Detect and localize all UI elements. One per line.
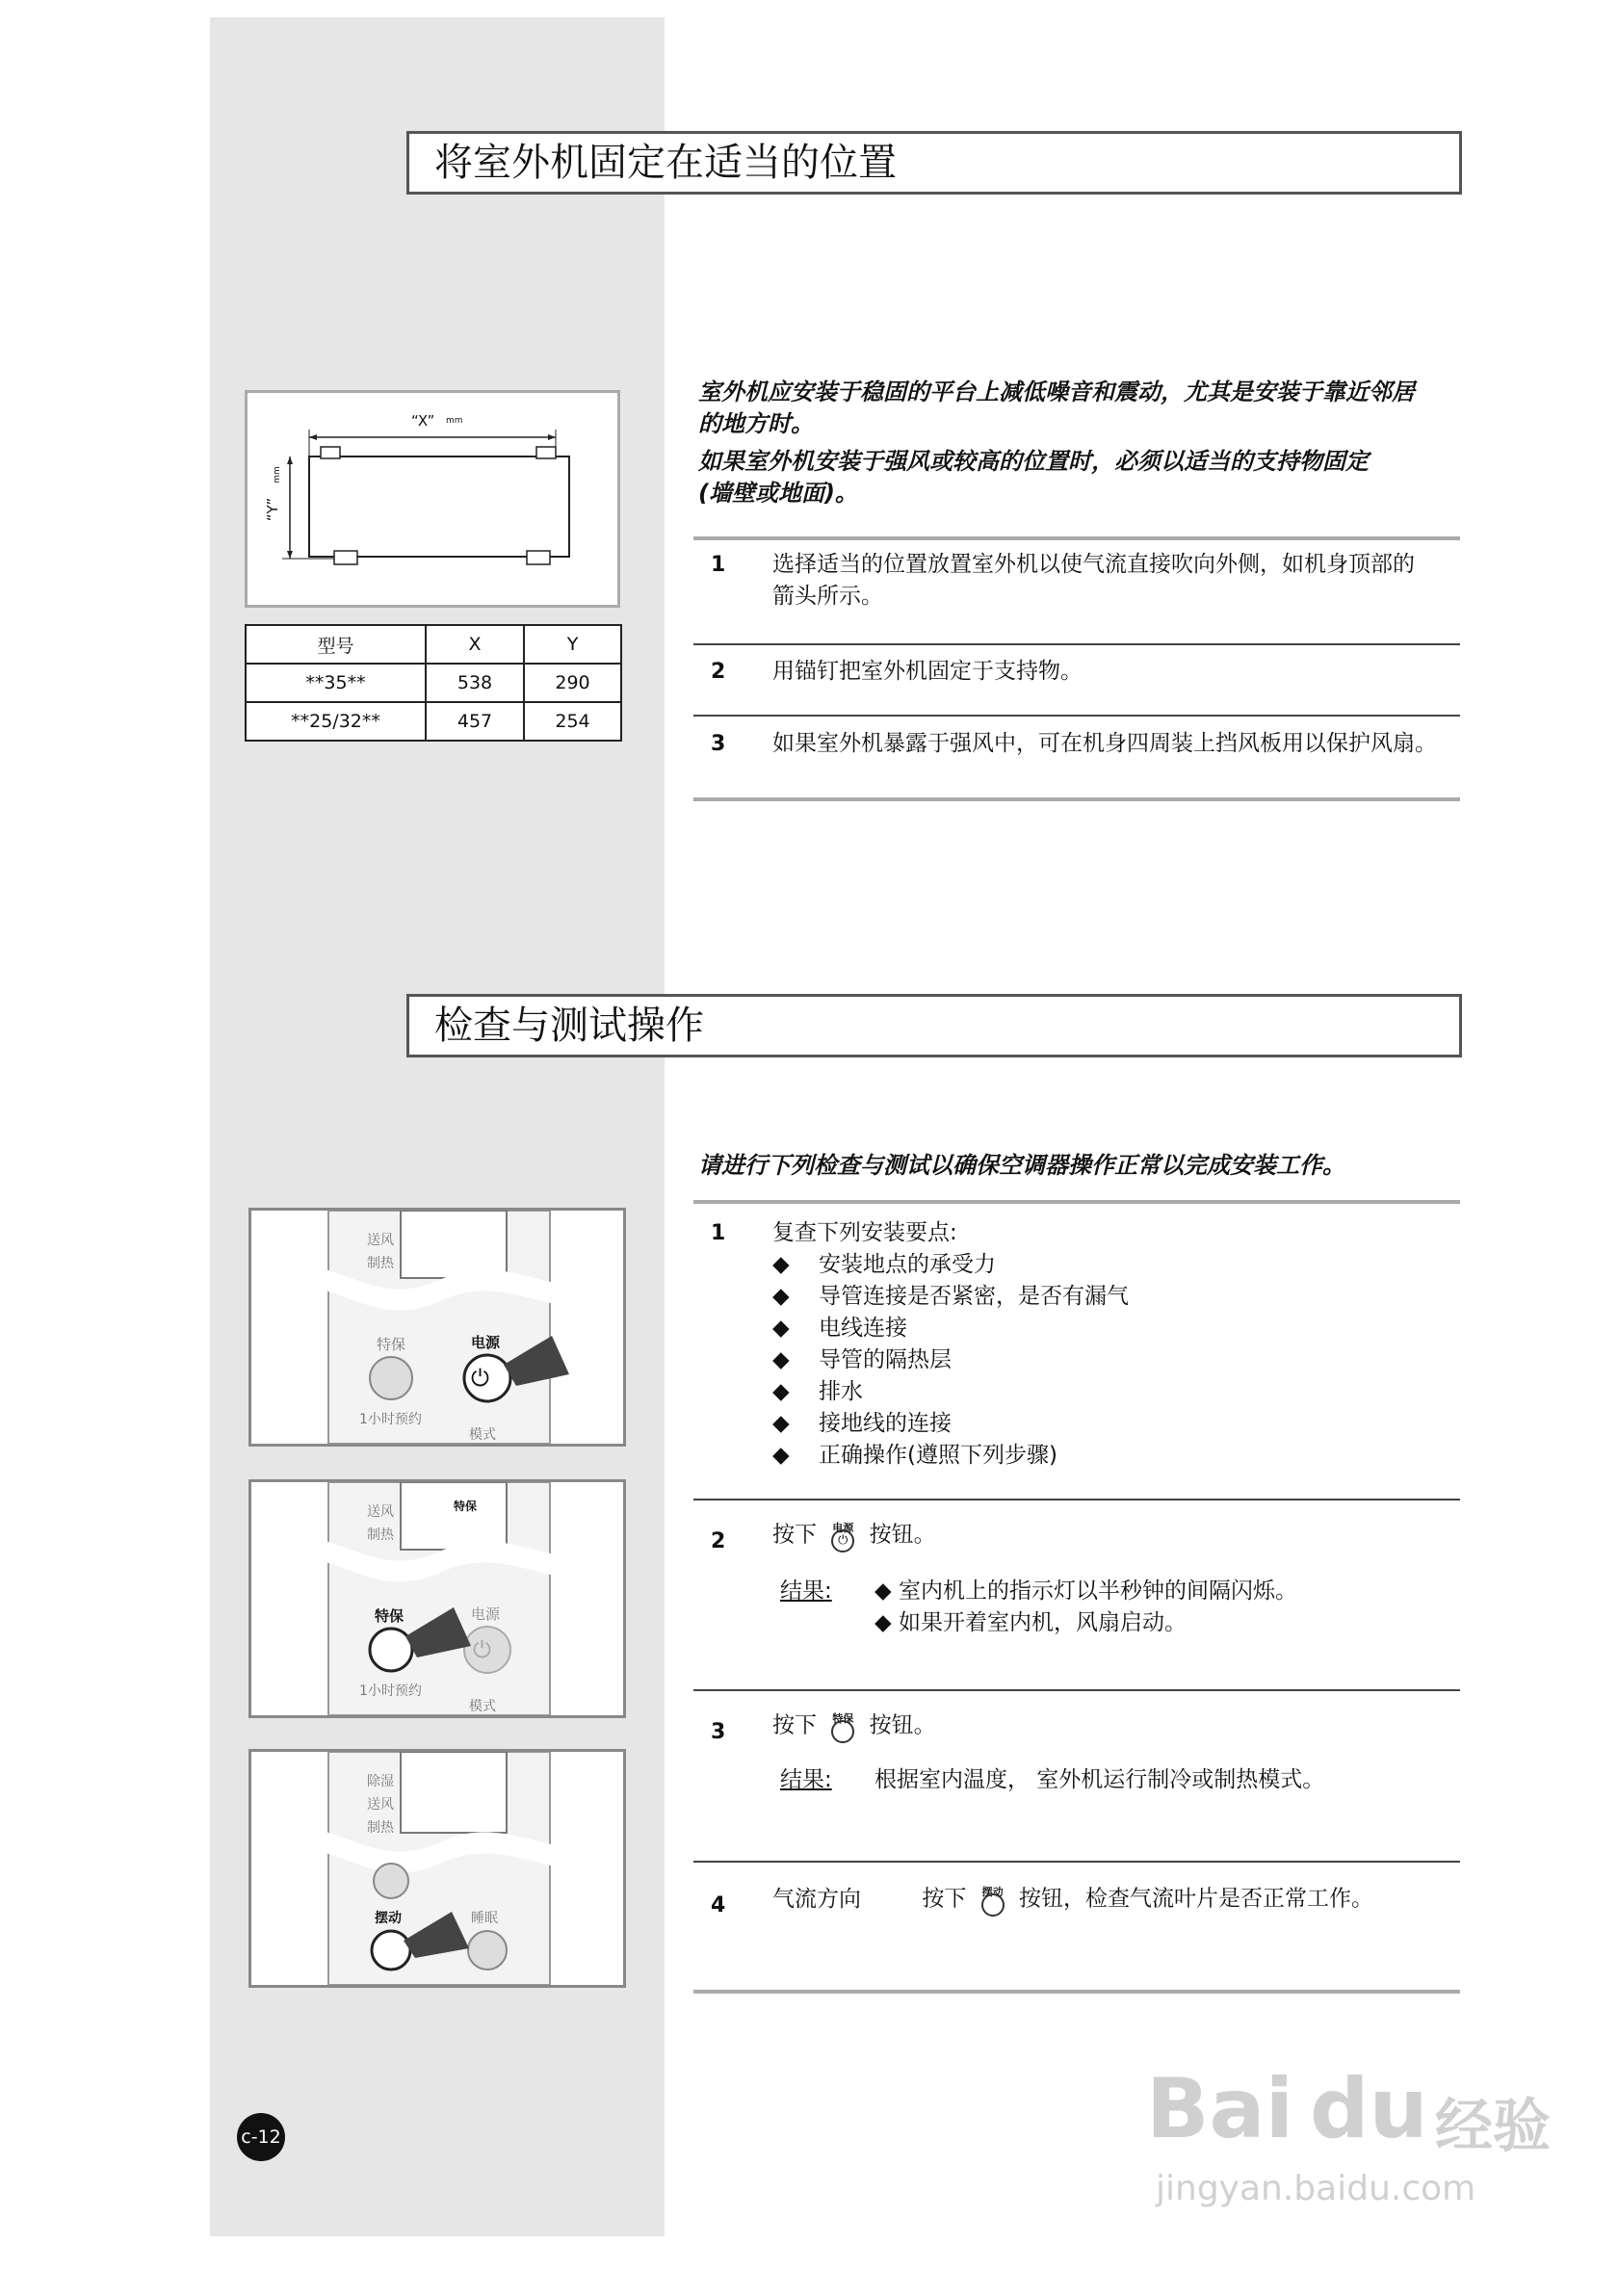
special-button-icon: 特保 xyxy=(823,1707,862,1745)
step-number: 3 xyxy=(711,1720,726,1744)
step-text: 选择适当的位置放置室外机以使气流直接吹向外侧，如机身顶部的 xyxy=(772,552,1415,577)
list-item: ◆ 排水 xyxy=(772,1379,863,1404)
divider xyxy=(693,643,1460,645)
divider xyxy=(693,1200,1460,1204)
x-unit-label: mm xyxy=(446,416,463,426)
divider xyxy=(693,1861,1460,1863)
timer-label: 1小时预约 xyxy=(359,1683,422,1699)
list-item: ◆ 接地线的连接 xyxy=(772,1411,952,1436)
remote-illustration-power xyxy=(248,1208,626,1447)
sleep-button-label: 睡眠 xyxy=(471,1911,498,1926)
baidu-watermark xyxy=(1146,2061,1551,2215)
table-row xyxy=(246,702,621,741)
step-text: 按下 xyxy=(772,1712,817,1738)
step-text: 如果室外机暴露于强风中，可在机身四周装上挡风板用以保护风扇。 xyxy=(772,731,1437,756)
mode-label: 送风 xyxy=(367,1797,394,1813)
list-item: ◆ 正确操作(遵照下列步骤) xyxy=(772,1443,1057,1468)
power-button-label: 电源 xyxy=(471,1605,501,1623)
table-row xyxy=(246,664,621,702)
mode-label: 送风 xyxy=(367,1504,394,1520)
step-text: 按钮。 xyxy=(869,1712,936,1738)
remote-illustration-special xyxy=(248,1479,626,1718)
intro-line: 的地方时。 xyxy=(698,410,814,437)
watermark-brand: du xyxy=(1310,2061,1428,2157)
divider xyxy=(693,797,1460,801)
step-text: 按钮。 xyxy=(869,1522,936,1548)
power-icon: ⏻ xyxy=(471,1365,489,1392)
section1-title: 将室外机固定在适当的位置 xyxy=(406,131,1462,195)
step-text: 复查下列安装要点: xyxy=(772,1220,957,1245)
display-text: 特保 xyxy=(454,1500,478,1513)
step-number: 1 xyxy=(711,553,726,577)
timer-label: 1小时预约 xyxy=(359,1412,422,1427)
mode-label: 制热 xyxy=(367,1256,394,1271)
result-label: 结果: xyxy=(780,1767,832,1792)
section1-intro xyxy=(698,377,1469,509)
watermark-sub: 经验 xyxy=(1435,2093,1551,2160)
power-icon: ⏻ xyxy=(473,1636,491,1663)
power-button-icon: 电源 ⏻ xyxy=(823,1516,862,1554)
table-cell: 254 xyxy=(524,702,621,741)
page-number: c-12 xyxy=(237,2113,285,2161)
step-number: 1 xyxy=(711,1221,726,1245)
list-item: ◆ 导管连接是否紧密，是否有漏气 xyxy=(772,1284,1129,1309)
list-item: ◆ 导管的隔热层 xyxy=(772,1347,952,1372)
result-label: 结果: xyxy=(780,1578,832,1604)
step-text: 按下 xyxy=(772,1522,817,1548)
divider xyxy=(693,536,1460,540)
step-text: 按下 xyxy=(922,1886,967,1912)
remote-illustration-swing xyxy=(248,1749,626,1988)
step-text: 按钮，检查气流叶片是否正常工作。 xyxy=(1018,1886,1373,1912)
result-text: ◆ 如果开着室内机，风扇启动。 xyxy=(874,1610,1187,1635)
table-cell: **35** xyxy=(246,664,426,702)
list-item: ◆ 电线连接 xyxy=(772,1316,907,1341)
step-text: 气流方向 xyxy=(772,1886,861,1912)
section2-title: 检查与测试操作 xyxy=(406,994,1462,1057)
divider xyxy=(693,1990,1460,1994)
step-text: 箭头所示。 xyxy=(772,584,883,609)
mode-label: 除湿 xyxy=(367,1774,394,1789)
dimension-table xyxy=(245,624,622,742)
y-unit-label: mm xyxy=(272,466,282,483)
result-text: 根据室内温度， 室外机运行制冷或制热模式。 xyxy=(874,1767,1325,1792)
divider xyxy=(693,715,1460,717)
intro-line: 室外机应安装于稳固的平台上减低噪音和震动，尤其是安装于靠近邻居 xyxy=(698,378,1415,405)
list-item: ◆ 安装地点的承受力 xyxy=(772,1252,996,1277)
swing-button-icon: 摆动 xyxy=(974,1880,1012,1918)
table-header: 型号 xyxy=(246,625,426,664)
step-number: 3 xyxy=(711,732,726,756)
y-dimension-label: “Y” xyxy=(264,497,282,522)
mode-label: 制热 xyxy=(367,1527,394,1543)
table-cell: 457 xyxy=(426,702,524,741)
special-button-label: 特保 xyxy=(377,1336,406,1353)
step-number: 4 xyxy=(711,1893,726,1918)
table-header-row xyxy=(246,625,621,664)
divider xyxy=(693,1689,1460,1691)
result-text: ◆ 室内机上的指示灯以半秒钟的间隔闪烁。 xyxy=(874,1578,1297,1604)
mode-button-label: 模式 xyxy=(469,1699,496,1714)
table-header: X xyxy=(426,625,524,664)
table-cell: 290 xyxy=(524,664,621,702)
divider xyxy=(693,1499,1460,1500)
mode-label: 制热 xyxy=(367,1820,394,1836)
checklist xyxy=(772,1249,1447,1472)
step-text: 用锚钉把室外机固定于支持物。 xyxy=(772,659,1083,684)
watermark-url: jingyan.baidu.com xyxy=(1156,2169,1476,2208)
mode-label: 送风 xyxy=(367,1233,394,1248)
table-header: Y xyxy=(524,625,621,664)
intro-line: 如果室外机安装于强风或较高的位置时，必须以适当的支持物固定 xyxy=(698,448,1369,475)
step-number: 2 xyxy=(711,660,726,684)
special-button-label: 特保 xyxy=(375,1607,404,1625)
intro-line: (墙壁或地面)。 xyxy=(698,480,858,507)
table-cell: **25/32** xyxy=(246,702,426,741)
swing-button-label: 摆动 xyxy=(375,1911,402,1926)
section2-intro: 请进行下列检查与测试以确保空调器操作正常以完成安装工作。 xyxy=(698,1152,1345,1179)
watermark-brand: Bai xyxy=(1146,2061,1294,2157)
outdoor-unit-diagram xyxy=(245,390,620,608)
power-button-label: 电源 xyxy=(471,1334,501,1351)
mode-button-label: 模式 xyxy=(469,1427,496,1443)
x-dimension-label: “X” xyxy=(411,412,435,430)
table-cell: 538 xyxy=(426,664,524,702)
step-number: 2 xyxy=(711,1529,726,1553)
